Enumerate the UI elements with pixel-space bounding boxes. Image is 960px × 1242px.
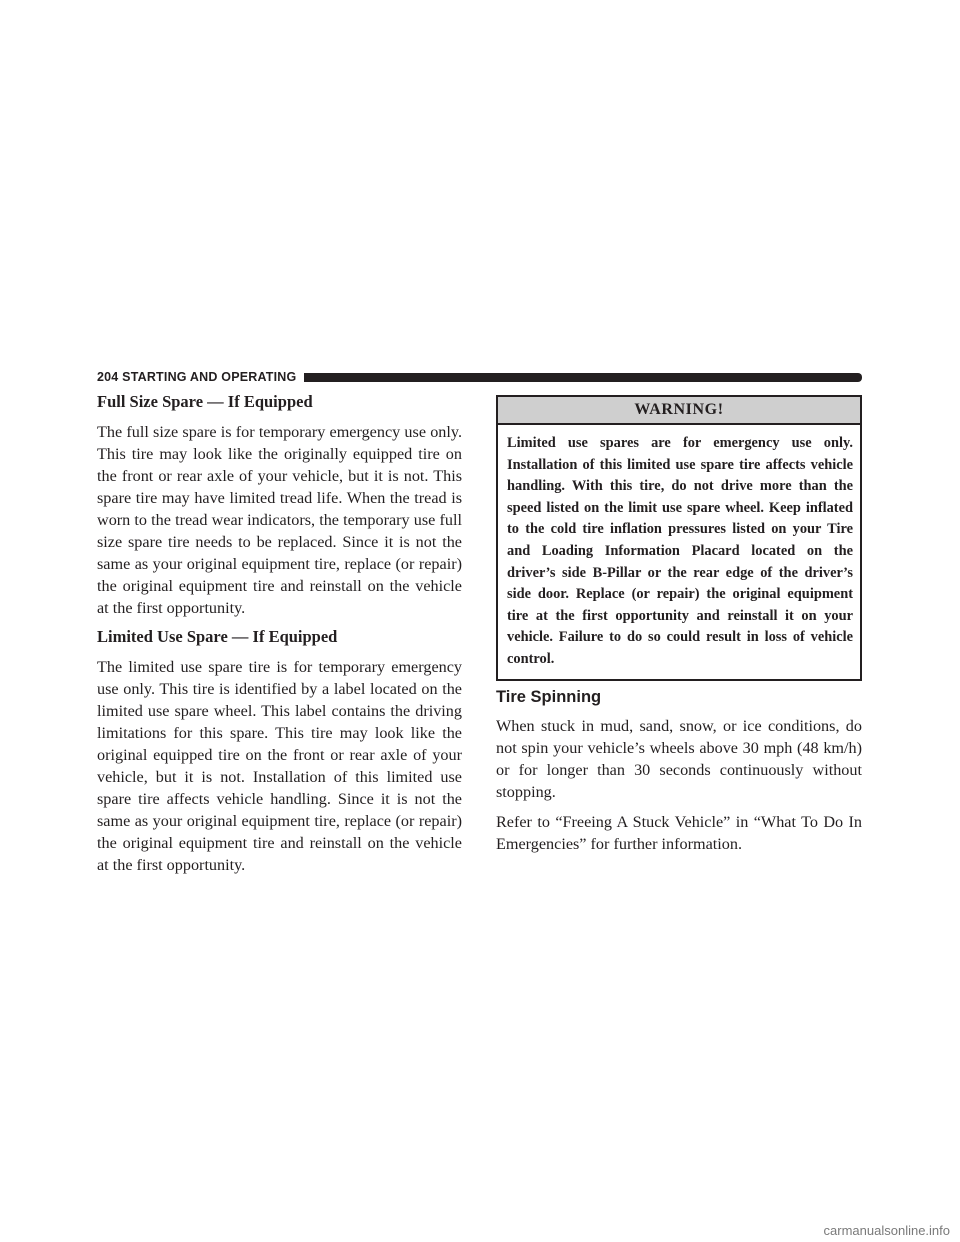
warning-box bbox=[496, 395, 862, 681]
full-size-spare-heading: Full Size Spare — If Equipped bbox=[97, 392, 313, 411]
section-title: STARTING AND OPERATING bbox=[122, 370, 297, 384]
tire-spinning-heading: Tire Spinning bbox=[496, 687, 602, 706]
limited-use-spare-heading: Limited Use Spare — If Equipped bbox=[97, 627, 338, 646]
watermark: carmanualsonline.info bbox=[823, 1223, 950, 1238]
right-column bbox=[496, 392, 862, 863]
full-size-spare-body: The full size spare is for temporary emergency use only. This tire may look like the originally equipped tire on the front or rear axle of your vehicle, but it is not. This spare tire may have limited tread life. When the tread is worn to the tread wear indicators, the temporary use full size spare tire needs to be replaced. Since it is not the same as your original equipment tire, replace (or repair) the original equipment tire and reinstall on the vehicle at the first opportunity. bbox=[97, 423, 462, 617]
limited-use-spare-body: The limited use spare tire is for temporary emergency use only. This tire is identified by a label located on the limited use spare wheel. This label contains the driving limitations for this spare. This tire may look like the original equipped tire on the front or rear axle of your vehicle, but it is not. Installation of this limited use spare tire affects vehicle handling. Since it is not the same as your original equipment tire, replace (or repair) the original equipment tire and reinstall on the vehicle at the first opportunity. bbox=[97, 658, 462, 874]
page-header-label bbox=[97, 370, 304, 384]
tire-spinning-paragraph-2: Refer to “Freeing A Stuck Vehicle” in “What To Do In Emergencies” for further information. bbox=[496, 812, 862, 853]
tire-spinning-paragraph-1: When stuck in mud, sand, snow, or ice conditions, do not spin your vehicle’s wheels above 30 mph (48 km/h) or for longer than 30 seconds continuously without stopping. bbox=[496, 716, 862, 801]
header-rule bbox=[304, 373, 862, 382]
warning-body: Limited use spares are for emergency use only. Installation of this limited use spare tire affects vehicle handling. With this tire, do not drive more than the speed listed on the limit use spare wheel. Keep inflated to the cold tire inflation pressures listed on your Tire and Loading Information Placard located on the driver’s side B-Pillar or the rear edge of the driver’s side door. Replace (or repair) the original equipment tire at the first opportunity and reinstall it on your vehicle. Failure to do so could result in loss of vehicle control. bbox=[507, 435, 853, 667]
page-number: 204 bbox=[97, 370, 119, 384]
left-column bbox=[97, 392, 462, 884]
page-header bbox=[97, 370, 862, 384]
warning-title: WARNING! bbox=[498, 397, 860, 425]
